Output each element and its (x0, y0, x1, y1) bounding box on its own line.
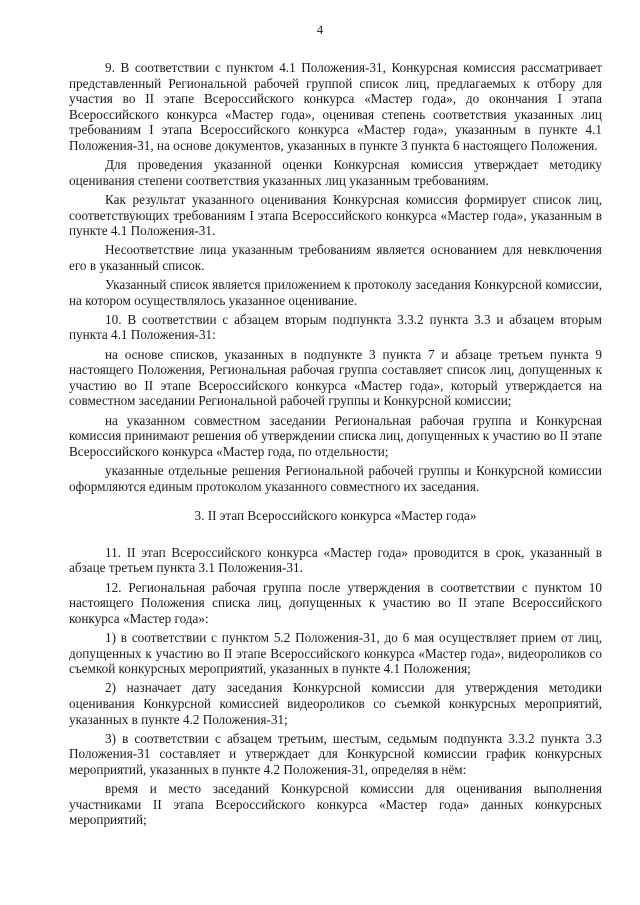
paragraph: 12. Региональная рабочая группа после утверждения в соответствии с пунктом 10 настоящего Положения списка лиц, допущенных к участию во II этапе Всероссийского конкурса «Мастер года»: (69, 579, 602, 626)
paragraph: время и место заседаний Конкурсной комиссии для оценивания выполнения участниками II этапа Всероссийского конкурса «Мастер года» данных конкурсных мероприятий; (69, 781, 602, 828)
paragraph: Несоответствие лица указанным требованиям является основанием для невключения его в указанный список. (69, 242, 602, 273)
paragraph: на указанном совместном заседании Региональная рабочая группа и Конкурсная комиссия принимают решения об утверждении списка лиц, допущенных к участию во II этапе Всероссийского конкурса «Мастер года, по отдельности; (69, 412, 602, 459)
paragraph: 2) назначает дату заседания Конкурсной комиссии для утверждения методики оценивания Конкурсной комиссией видеороликов со съемкой конкурсных мероприятий, указанных в пункте 4.2 Положения-31; (69, 680, 602, 727)
paragraph: 10. В соответствии с абзацем вторым подпункта 3.3.2 пункта 3.3 и абзацем вторым пункта 4.1 Положения-31: (69, 311, 602, 343)
paragraph: указанные отдельные решения Региональной рабочей группы и Конкурсной комиссии оформляются единым протоколом указанного совместного их заседания. (69, 463, 602, 494)
paragraph: 1) в соответствии с пунктом 5.2 Положения-31, до 6 мая осуществляет прием от лиц, допущенных к участию во II этапе Всероссийского конкурса «Мастер года», видеороликов со съемкой конкурсных мероприятий, указанных в пункте 4.1 Положения; (69, 629, 602, 677)
paragraph: 9. В соответствии с пунктом 4.1 Положения-31, Конкурсная комиссия рассматривает представленный Региональной рабочей группой список лиц, предлагаемых к отбору для участия во II этапе Всероссийского конкурса «Мастер года», до окончания I этапа Всероссийского конкурса «Мастер года», оценивая степень соответствия указанных лиц требованиям I этапа Всероссийского конкурса «Мастер года», указанным в пункте 4.1 Положения-31, на основе документов, указанных в пункте 3 пункта 6 настоящего Положения. (69, 60, 602, 153)
paragraph: Указанный список является приложением к протоколу заседания Конкурсной комиссии, на котором осуществлялось указанное оценивание. (69, 277, 602, 308)
paragraph: Для проведения указанной оценки Конкурсная комиссия утверждает методику оценивания степени соответствия указанных лиц указанным требованиям. (69, 157, 602, 188)
paragraph: 3) в соответствии с абзацем третьим, шестым, седьмым подпункта 3.3.2 пункта 3.3 Положения-31 составляет и утверждает для Конкурсной комиссии график конкурсных мероприятий, указанных в пункте 4.2 Положения-31, определяя в нём: (69, 730, 602, 777)
paragraph: 11. II этап Всероссийского конкурса «Мастер года» проводится в срок, указанный в абзаце третьем пункта 3.1 Положения-31. (69, 544, 602, 576)
paragraph: Как результат указанного оценивания Конкурсная комиссия формирует список лиц, соответствующих требованиям I этапа Всероссийского конкурса «Мастер года», указанным в пункте 4.1 Положения-31. (69, 191, 602, 239)
paragraph: на основе списков, указанных в подпункте 3 пункта 7 и абзаце третьем пункта 9 настоящего Положения, Региональная рабочая группа составляет список лиц, допущенных к участию во II этапе Всероссийского конкурса «Мастер года», который утверждается на совместном заседании Региональной рабочей группы и Конкурсной комиссии; (69, 346, 602, 409)
page-number: 4 (316, 23, 324, 37)
document-body (69, 60, 602, 831)
section-heading: 3. II этап Всероссийского конкурса «Мастер года» (194, 508, 477, 524)
